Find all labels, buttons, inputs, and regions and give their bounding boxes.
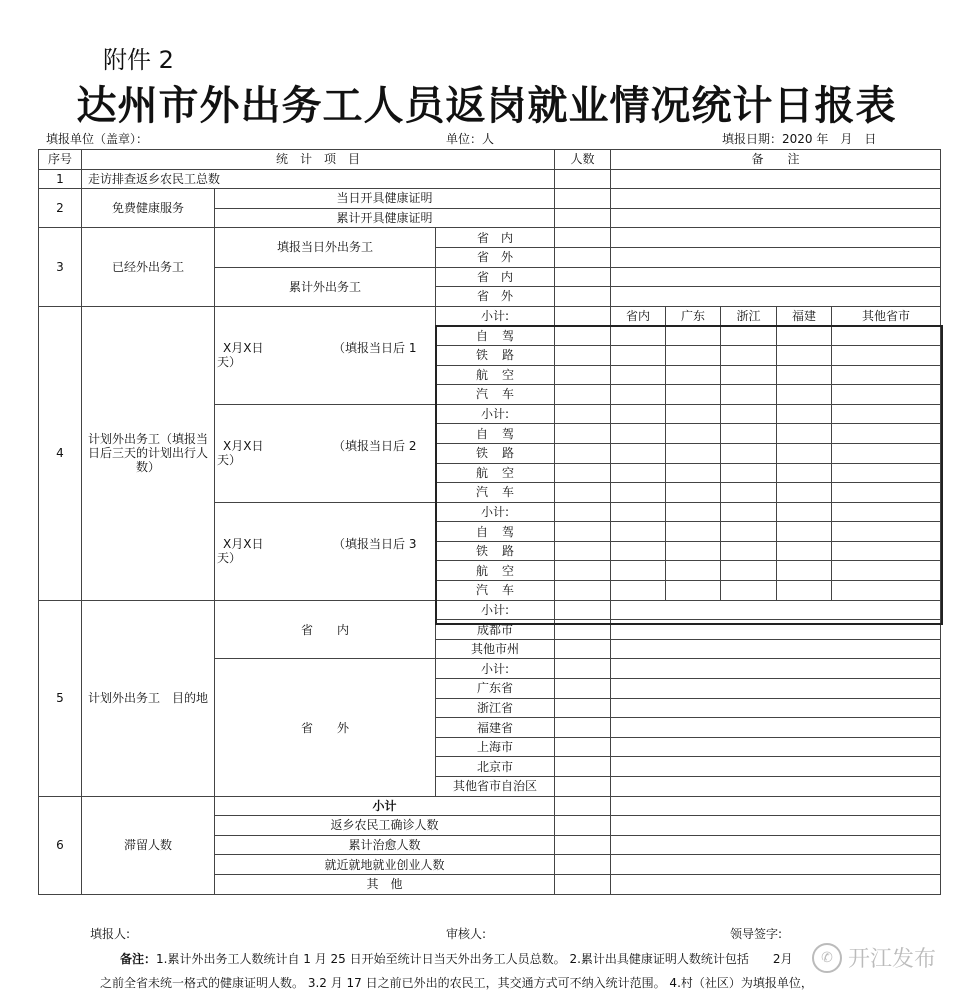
count-cell[interactable] [555, 737, 611, 757]
count-cell[interactable] [555, 189, 611, 209]
count-cell[interactable] [555, 561, 611, 581]
day1-note: （填报当日后 1 天） [217, 341, 417, 370]
count-cell[interactable] [555, 345, 611, 365]
count-cell[interactable] [555, 639, 611, 659]
remark-cell[interactable] [611, 737, 941, 757]
count-cell[interactable] [555, 463, 611, 483]
count-cell[interactable] [555, 679, 611, 699]
remark-cell[interactable] [611, 639, 941, 659]
row1-label: 走访排查返乡农民工总数 [82, 169, 555, 189]
remark-header: 备 注 [611, 150, 941, 170]
dest-guangdong: 广东省 [436, 679, 555, 699]
row6-cured: 累计治愈人数 [215, 835, 555, 855]
remark-cell[interactable] [611, 816, 941, 836]
row5-in-province: 省 内 [215, 600, 436, 659]
mode-air: 航空 [436, 365, 555, 385]
mode-bus: 汽车 [436, 385, 555, 405]
count-cell[interactable] [555, 874, 611, 894]
count-cell[interactable] [555, 424, 611, 444]
count-cell[interactable] [555, 228, 611, 248]
count-cell[interactable] [555, 816, 611, 836]
remark-cell[interactable] [611, 874, 941, 894]
count-cell[interactable] [555, 777, 611, 797]
remark-cell[interactable] [611, 287, 941, 307]
dest-header-other: 其他省市 [832, 306, 941, 326]
item-header: 统 计 项 目 [82, 150, 555, 170]
row5-out-province: 省 外 [215, 659, 436, 796]
note-text-1: 1.累计外出务工人数统计自 1 月 25 日开始至统计日当天外出务工人员总数。 2.累计出具健康证明人数统计包括 [156, 952, 749, 966]
remark-cell[interactable] [611, 600, 941, 620]
subtotal-label: 小计: [436, 659, 555, 679]
remark-cell[interactable] [611, 796, 941, 816]
row3-seq: 3 [39, 228, 82, 306]
unit-label: 单位：人 [446, 132, 495, 146]
row6-other: 其 他 [215, 874, 555, 894]
count-cell[interactable] [555, 796, 611, 816]
remark-cell[interactable] [611, 267, 941, 287]
mode-bus: 汽车 [436, 581, 555, 601]
count-cell[interactable] [555, 169, 611, 189]
remark-cell[interactable] [611, 247, 941, 267]
remark-cell[interactable] [611, 228, 941, 248]
day3-date: X月X日 [223, 537, 264, 552]
count-cell[interactable] [555, 835, 611, 855]
remark-cell[interactable] [611, 169, 941, 189]
remark-cell[interactable] [611, 698, 941, 718]
day2-date-cell [215, 404, 436, 502]
dest-other-cities: 其他市州 [436, 639, 555, 659]
remark-cell[interactable] [611, 835, 941, 855]
annex-label: 附件 2 [103, 46, 174, 74]
count-cell[interactable] [555, 443, 611, 463]
mode-self-drive: 自驾 [436, 326, 555, 346]
page-title: 达州市外出务工人员返岗就业情况统计日报表 [76, 82, 897, 129]
dest-other-provinces: 其他省市自治区 [436, 777, 555, 797]
count-cell[interactable] [555, 698, 611, 718]
mode-self-drive: 自驾 [436, 424, 555, 444]
row2-sub-today: 当日开具健康证明 [215, 189, 555, 209]
filling-unit-label: 填报单位（盖章）： [46, 132, 149, 146]
mode-air: 航空 [436, 463, 555, 483]
note-label: 备注： [120, 952, 157, 966]
row2-label: 免费健康服务 [82, 189, 215, 228]
count-cell[interactable] [555, 483, 611, 503]
count-cell[interactable] [555, 404, 611, 424]
leader-signature-label: 领导签字: [730, 927, 783, 941]
remark-cell[interactable] [611, 777, 941, 797]
reviewer-label: 审核人: [446, 927, 487, 941]
fill-date-label: 填报日期：2020 年 月 日 [722, 132, 877, 146]
row3-sub-today: 填报当日外出务工 [215, 228, 436, 267]
count-cell[interactable] [555, 306, 611, 326]
remark-cell[interactable] [611, 718, 941, 738]
in-province-label: 省 内 [436, 267, 555, 287]
subtotal-label: 小计: [436, 306, 555, 326]
count-cell[interactable] [555, 522, 611, 542]
row6-seq: 6 [39, 796, 82, 894]
note-text-1-tail: 2月 [772, 952, 793, 966]
row6-local-employment: 就近就地就业创业人数 [215, 855, 555, 875]
row4-label: 计划外出务工（填报当日后三天的计划出行人数） [82, 306, 215, 600]
count-cell[interactable] [555, 600, 611, 620]
mode-bus: 汽车 [436, 483, 555, 503]
count-header: 人数 [555, 150, 611, 170]
row6-label: 滞留人数 [82, 796, 215, 894]
dest-fujian: 福建省 [436, 718, 555, 738]
day3-date-cell [215, 502, 436, 600]
out-province-label: 省 外 [436, 247, 555, 267]
row6-subtotal: 小计 [215, 796, 555, 816]
day1-date: X月X日 [223, 341, 264, 356]
count-cell[interactable] [555, 581, 611, 601]
count-cell[interactable] [555, 541, 611, 561]
day3-note: （填报当日后 3 天） [217, 537, 417, 566]
remark-cell[interactable] [611, 855, 941, 875]
dest-zhejiang: 浙江省 [436, 698, 555, 718]
count-cell[interactable] [555, 247, 611, 267]
remark-cell[interactable] [611, 620, 941, 640]
dest-chengdu: 成都市 [436, 620, 555, 640]
wechat-icon: ✆ [812, 943, 842, 973]
mode-rail: 铁路 [436, 443, 555, 463]
count-cell[interactable] [555, 757, 611, 777]
remark-cell[interactable] [611, 757, 941, 777]
row5-seq: 5 [39, 600, 82, 796]
row5-label: 计划外出务工 目的地 [82, 600, 215, 796]
seq-header: 序号 [39, 150, 82, 170]
count-cell[interactable] [555, 855, 611, 875]
day2-note: （填报当日后 2 天） [217, 439, 417, 468]
remark-cell[interactable] [611, 659, 941, 679]
filler-label: 填报人: [90, 927, 131, 941]
row3-label: 已经外出务工 [82, 228, 215, 306]
dest-header-zhejiang: 浙江 [721, 306, 777, 326]
remark-cell[interactable] [611, 679, 941, 699]
count-cell[interactable] [555, 718, 611, 738]
count-cell[interactable] [555, 287, 611, 307]
row2-sub-cumulative: 累计开具健康证明 [215, 208, 555, 228]
dest-shanghai: 上海市 [436, 737, 555, 757]
mode-self-drive: 自驾 [436, 522, 555, 542]
row4-seq: 4 [39, 306, 82, 600]
row1-seq: 1 [39, 169, 82, 189]
count-cell[interactable] [555, 659, 611, 679]
count-cell[interactable] [555, 267, 611, 287]
day1-date-cell [215, 306, 436, 404]
dest-header-in: 省内 [611, 306, 666, 326]
watermark-text: 开江发布 [848, 947, 937, 972]
count-cell[interactable] [555, 620, 611, 640]
note-line-2: 之前全省未统一格式的健康证明人数。 3.2 月 17 日之前已外出的农民工，其交通方式可不纳入统计范围。 4.村（社区）为填报单位， [100, 976, 813, 990]
subtotal-label: 小计: [436, 600, 555, 620]
mode-rail: 铁路 [436, 345, 555, 365]
in-province-label: 省 内 [436, 228, 555, 248]
count-cell[interactable] [555, 208, 611, 228]
subtotal-label: 小计: [436, 404, 555, 424]
mode-rail: 铁路 [436, 541, 555, 561]
count-cell[interactable] [555, 385, 611, 405]
report-table [38, 149, 941, 895]
mode-air: 航空 [436, 561, 555, 581]
row2-seq: 2 [39, 189, 82, 228]
remark-cell[interactable] [611, 208, 941, 228]
day2-date: X月X日 [223, 439, 264, 454]
dest-beijing: 北京市 [436, 757, 555, 777]
count-cell[interactable] [555, 365, 611, 385]
count-cell[interactable] [555, 326, 611, 346]
row3-sub-cumulative: 累计外出务工 [215, 267, 436, 306]
remark-cell[interactable] [611, 189, 941, 209]
watermark [812, 942, 936, 973]
dest-header-guangdong: 广东 [666, 306, 721, 326]
dest-header-fujian: 福建 [777, 306, 832, 326]
count-cell[interactable] [555, 502, 611, 522]
out-province-label: 省 外 [436, 287, 555, 307]
row6-confirmed: 返乡农民工确诊人数 [215, 816, 555, 836]
subtotal-label: 小计: [436, 502, 555, 522]
